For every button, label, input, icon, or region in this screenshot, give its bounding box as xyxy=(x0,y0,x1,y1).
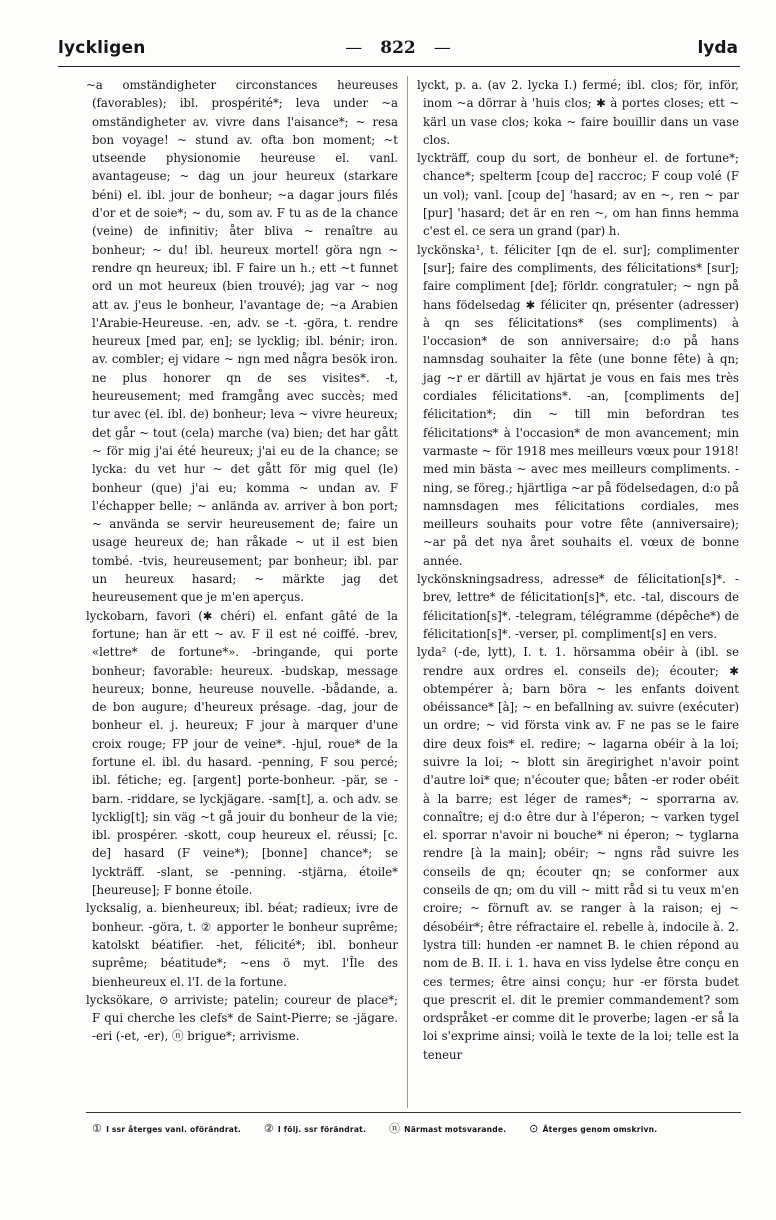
entry-lyckobarn: lyckobarn, favori (✱ chéri) el. enfant gâté de la fortune; han är ett ~ av. F il est né coiffé. -brev, «lettre* de fortune*». -bringande, qui porte bonheur; favorable: heureux. -budskap, message heureux; bonne, heureuse nouvelle. -bådande, a. de bon augure; d'heureux présage. -dag, jour de bonheur el. j. heureux; F jour à marquer d'une croix rouge; FP jour de veine*. -hjul, roue* de la fortune el. ibl. du hasard. -penning, F sou percé; ibl. fétiche; eg. [argent] porte-bonheur. -pär, se -barn. -riddare, se lyckjägare. -sam[t], a. och adv. se lycklig[t]; sin väg ~t gå jouir du bonheur de la vie; ibl. prospérer. -skott, coup heureux el. réussi; [c. de] hasard (F veine*); [bonne] chance*; se lyckträff. -slant, se -penning. -stjärna, étoile* [heureuse]; F bonne étoile. xyxy=(86,608,398,898)
footnote-2 xyxy=(264,1122,366,1135)
header-dash-right: — xyxy=(433,38,451,58)
footnote-rule xyxy=(86,1112,741,1113)
footnote-4 xyxy=(529,1122,657,1135)
page-header xyxy=(58,36,738,66)
column-divider xyxy=(407,76,408,1108)
entry-lycksalig: lycksalig, a. bienheureux; ibl. béat; radieux; ivre de bonheur. -göra, t. ② apporter le bonheur suprême; katolskt béatifier. -het, félicité*; ibl. bonheur suprême; béatitude*; ~ens ö myt. l'Île des bienheureux el. l'I. de la fortune. xyxy=(86,901,398,989)
header-dash-left: — xyxy=(345,38,363,58)
entry-lyckt: lyckt, p. a. (av 2. lycka I.) fermé; ibl. clos; för, inför, inom ~a dörrar à 'huis clos; ✱ à portes closes; ett ~ kärl un vase clos; koka ~ faire bouillir dans un vase clos. xyxy=(417,78,739,147)
entry-lyckonska: lyckönska¹, t. féliciter [qn de el. sur]; complimenter [sur]; faire des compliments, des félicitations* [sur]; faire compliment [de]; förldr. congratuler; ~ ngn på hans födelsedag ✱ féliciter qn, présenter (adresser) à qn ses félicitations* (ses compliments) à l'occasion* de son anniversaire; d:o på hans namnsdag souhaiter la fête (une bonne fête) à qn; jag ~r er därtill av hjärtat je vous en fais mes très cordiales félicitations*. -an, [compliments de] félicitation*; din ~ till min befordran tes félicitations* à l'occasion* de mon avancement; min varmaste ~ för 1918 mes meilleurs vœux pour 1918! med min bästa ~ avec mes meilleurs compliments. -ning, se föreg.; hjärtliga ~ar på födelsedagen, d:o på namnsdagen mes félicitations cordiales, mes meilleurs souhaits pour votre fête (anniversaire); ~ar på det nya året souhaits el. vœux de bonne année. xyxy=(417,242,739,568)
footnote-symbol: ① xyxy=(92,1122,103,1135)
entry-lycklig-continued: ~a omständigheter circonstances heureuses (favorables); ibl. prospérité*; leva under ~a omständigheter av. vivre dans l'aisance*; ~ resa bon voyage! ~ stund av. ofta bon moment; ~t utseende physionomie heureuse el. vanl. avantageuse; ~ dag un jour heureux (starkare béni) el. ibl. jour de bonheur; ~a dagar jours filés d'or et de soie*; ~ du, som av. F tu as de la chance (veine) de infinitiv; åter bliva ~ renaître au bonheur; ~ du! ibl. heureux mortel! göra ngn ~ rendre qn heureux; ibl. F faire un h.; ett ~t funnet ord un mot heureux (bien trouvé); jag var ~ nog att av. j'eus le bonheur, l'avantage de; ~a Arabien l'Arabie-Heureuse. -en, adv. se -t. -göra, t. rendre heureux [med par, en]; se lycklig; ibl. bénir; iron. av. combler; ej vidare ~ ngn med några besök iron. ne plus honorer qn de ses visites*. -t, heureusement; med framgång avec succès; med tur avec (el. ibl. de) bonheur; leva ~ vivre heureux; det går ~ tout (cela) marche (va) bien; det har gått ~ för mig j'ai été heureux; j'ai eu de la chance; se lycka: du vet hur ~ det gått för mig quel (le) bonheur (que) j'ai eu; komma ~ undan av. F l'échapper belle; ~ anlända av. arriver à bon port; ~ använda se servir heureusement de; faire un usage heureux de; han råkade ~ ut il est bien tombé. -tvis, heureusement; par bonheur; ibl. par un heureux hasard; ~ märkte jag det heureusement que je m'en aperçus. xyxy=(86,78,398,605)
footnote-3 xyxy=(389,1120,506,1136)
footnote-text: I ssr återges vanl. oförändrat. xyxy=(106,1125,242,1134)
footnote-text: Närmast motsvarande. xyxy=(404,1125,507,1134)
header-rule xyxy=(58,66,740,67)
footnotes xyxy=(92,1120,742,1136)
footnote-symbol: ② xyxy=(263,1122,274,1135)
page-number: 822 xyxy=(380,38,416,58)
left-column xyxy=(86,76,398,1046)
entry-lycktraff: lyckträff, coup du sort, de bonheur el. de fortune*; chance*; spelterm [coup de] raccroc; F coup volé (F un vol); vanl. [coup de] 'hasard; av en ~, ren ~ par [pur] 'hasard; det är en ren ~, om han finns hemma c'est el. ce sera un grand (par) h. xyxy=(417,151,739,239)
entry-lyckonskningsadress: lyckönskningsadress, adresse* de félicitation[s]*. -brev, lettre* de félicitation[s]*, etc. -tal, discours de félicitation[s]*. -telegram, télégramme (dépêche*) de félicitation[s]*. -verser, pl. compliment[s] en vers. xyxy=(417,572,739,641)
entry-lycksokare: lycksökare, ⊙ arriviste; patelin; coureur de place*; F qui cherche les clefs* de Saint-Pierre; se -jägare. -eri (-et, -er), ⓝ brigue*; arrivisme. xyxy=(86,992,398,1044)
page-number-line xyxy=(58,38,738,58)
footnote-text: Återges genom omskrivn. xyxy=(542,1125,658,1134)
footnote-symbol: ⊙ xyxy=(529,1122,539,1135)
footnote-symbol: ⓝ xyxy=(388,1122,401,1135)
right-column xyxy=(417,76,739,1064)
footnote-1 xyxy=(92,1122,241,1135)
entry-lyda: lyda² (-de, lytt), I. t. 1. hörsamma obéir à (ibl. se rendre aux ordres el. conseils de); écouter; ✱ obtempérer à; barn böra ~ les enfants doivent obéissance* [à]; ~ en befallning av. suivre (exécuter) un ordre; ~ vid första vink av. F ne pas se le faire dire deux fois* el. redire; ~ lagarna obéir à la loi; suivre la loi; ~ blott sin äregirighet n'avoir point d'autre loi* que; n'écouter que; båten -er roder obéit à la barre; est léger de rames*; ~ sporrarna av. connaître; ej d:o être dur à l'éperon; ~ varken tygel el. sporrar n'avoir ni bouche* ni éperon; ~ tyglarna rendre [à la main]; obéir; ~ ngns råd suivre les conseils de qn; écouter qn; se conformer aux conseils de qn; om du vill ~ mitt råd si tu veux m'en croire; ~ förnuft av. se ranger à la raison; ej ~ désobéir*; être réfractaire el. rebelle à, indocile à. 2. lystra till: hunden -er namnet B. le chien répond au nom de B. II. i. 1. hava en viss lydelse être conçu en ces termes; être ainsi conçu; hur -er första budet que prescrit el. dit le premier commandement? som ordspråket -er comme dit le proverbe; lagen -er så la loi s'exprime ainsi; voilà le texte de la loi; telle est la teneur xyxy=(417,645,739,1062)
right-guide-word: lyda xyxy=(697,38,738,58)
left-guide-word: lyckligen xyxy=(58,38,146,58)
footnote-text: I följ. ssr förändrat. xyxy=(277,1125,367,1134)
